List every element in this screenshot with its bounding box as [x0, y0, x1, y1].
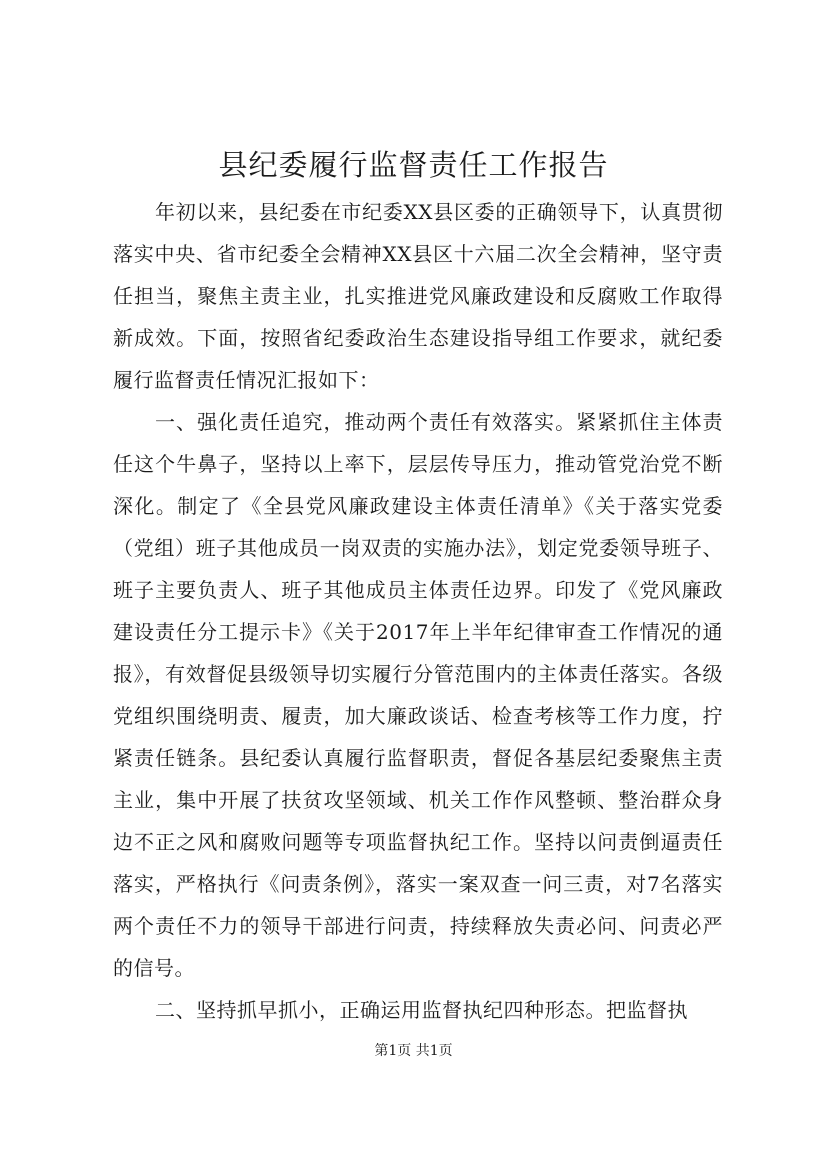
page-number-footer: 第1页 共1页 [374, 1043, 453, 1059]
paragraph-section-1: 一、强化责任追究，推动两个责任有效落实。紧紧抓住主体责任这个牛鼻子，坚持以上率下，层层传导压力，推动管党治党不断深化。制定了《全县党风廉政建设主体责任清单》《关于落实党委（党组）班子其他成员一岗双责的实施办法》，划定党委领导班子、班子主要负责人、班子其他成员主体责任边界。印发了《党风廉政建设责任分工提示卡》《关于2017年上半年纪律审查工作情况的通报》，有效督促县级领导切实履行分管范围内的主体责任落实。各级党组织围绕明责、履责，加大廉政谈话、检查考核等工作力度，拧紧责任链条。县纪委认真履行监督职责，督促各基层纪委聚焦主责主业，集中开展了扶贫攻坚领域、机关工作作风整顿、整治群众身边不正之风和腐败问题等专项监督执纪工作。坚持以问责倒逼责任落实，严格执行《问责条例》，落实一案双查一问三责，对7名落实两个责任不力的领导干部进行问责，持续释放失责必问、问责必严的信号。 [113, 410, 723, 980]
paragraph-section-2: 二、坚持抓早抓小，正确运用监督执纪四种形态。把监督执 [155, 998, 688, 1022]
document-body [113, 191, 723, 1031]
document-title: 县纪委履行监督责任工作报告 [218, 148, 609, 182]
paragraph-intro: 年初以来，县纪委在市纪委XX县区委的正确领导下，认真贯彻落实中央、省市纪委全会精神XX县区十六届二次全会精神，坚守责任担当，聚焦主责主业，扎实推进党风廉政建设和反腐败工作取得新成效。下面，按照省纪委政治生态建设指导组工作要求，就纪委履行监督责任情况汇报如下： [113, 200, 723, 392]
